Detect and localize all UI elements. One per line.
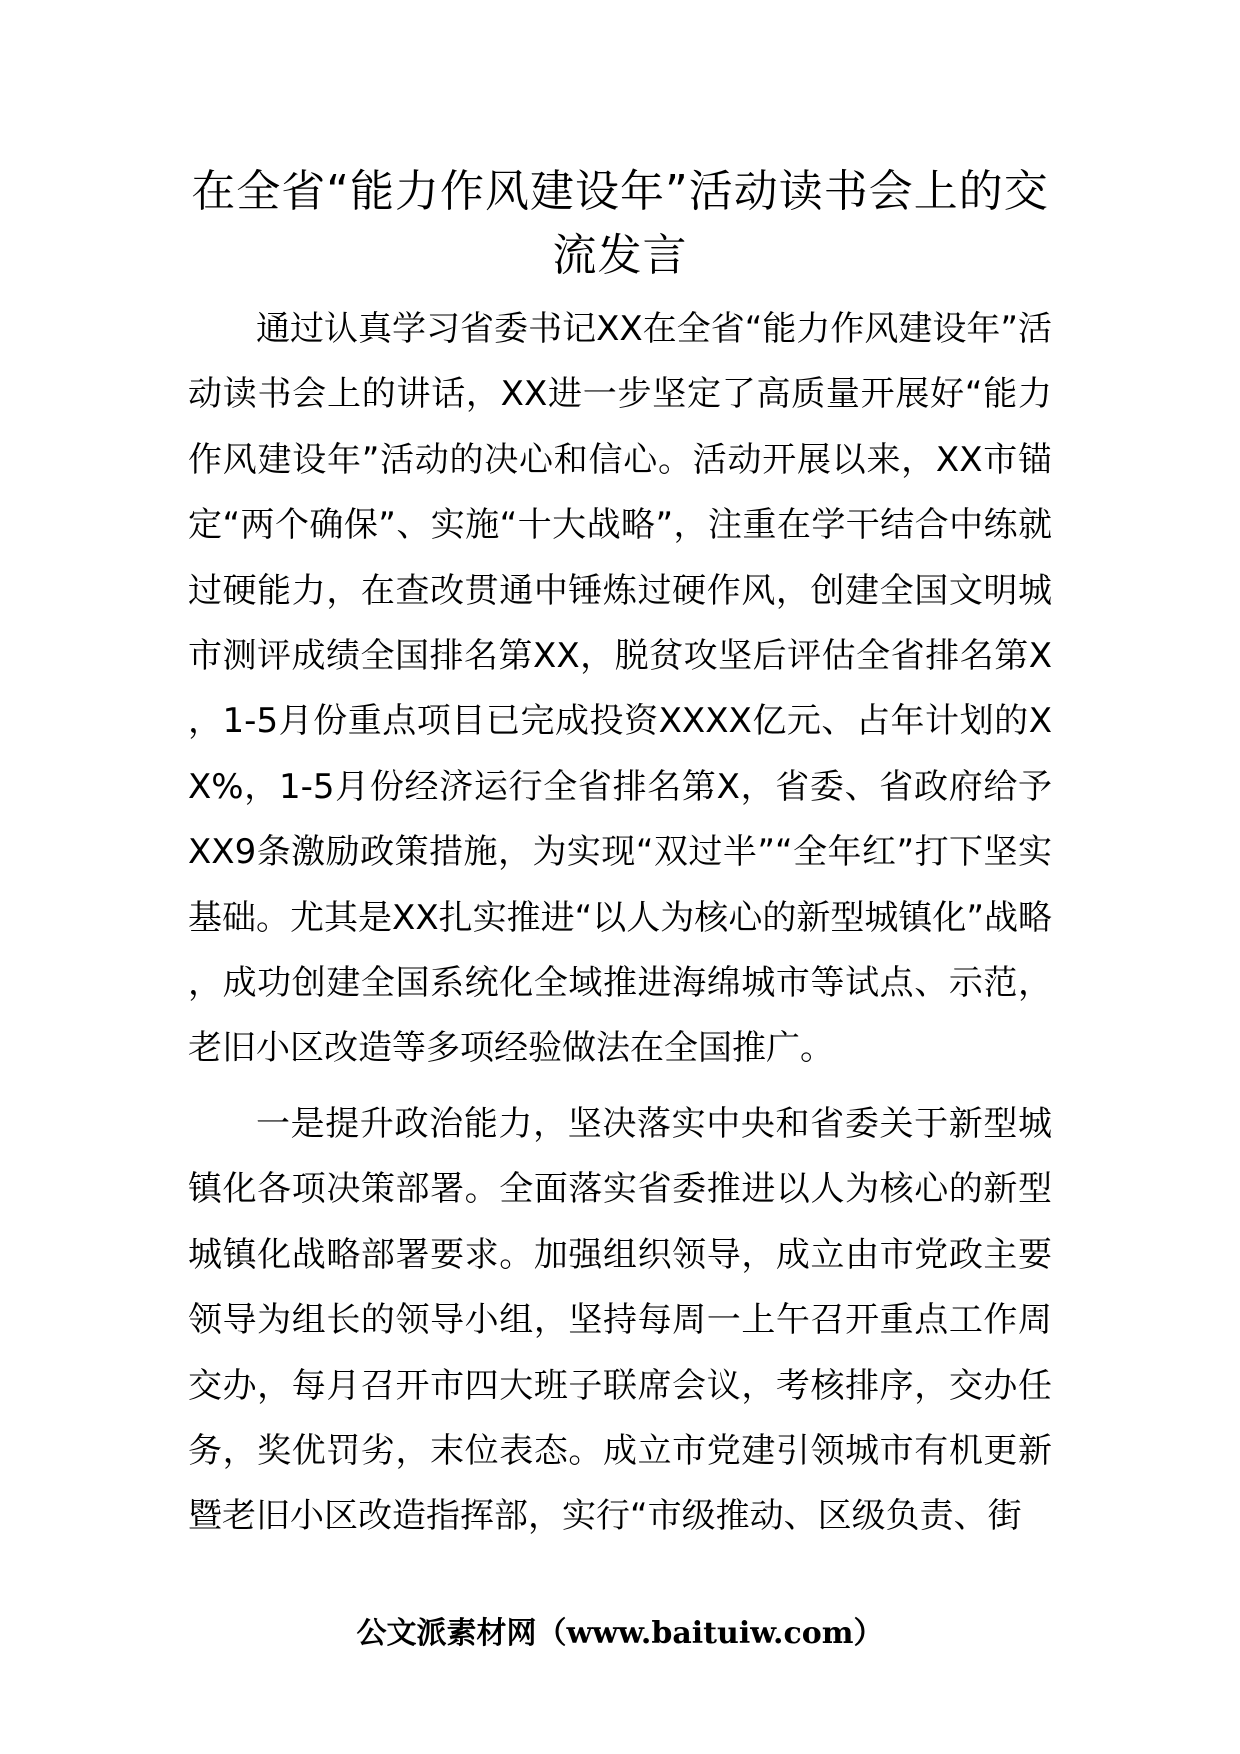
document-title: 在全省“能力作风建设年”活动读书会上的交流发言 bbox=[191, 166, 1049, 281]
footer-watermark: 公文派素材网（www.baituiw.com） bbox=[356, 1616, 884, 1651]
paragraph-political-capacity: 一是提升政治能力，坚决落实中央和省委关于新型城镇化各项决策部署。全面落实省委推进以人为核心的新型城镇化战略部署要求。加强组织领导，成立由市党政主要领导为组长的领导小组，坚持每周一上午召开重点工作周交办，每月召开市四大班子联席会议，考核排序，交办任务，奖优罚劣，末位表态。成立市党建引领城市有机更新暨老旧小区改造指挥部，实行“市级推动、区级负责、街 bbox=[188, 1103, 1052, 1537]
document-body bbox=[188, 297, 1052, 1550]
paragraph-intro: 通过认真学习省委书记XX在全省“能力作风建设年”活动读书会上的讲话，XX进一步坚定了高质量开展好“能力作风建设年”活动的决心和信心。活动开展以来，XX市锚定“两个确保”、实施“十大战略”，注重在学干结合中练就过硬能力，在查改贯通中锤炼过硬作风，创建全国文明城市测评成绩全国排名第XX，脱贫攻坚后评估全省排名第X，1-5月份重点项目已完成投资XXXX亿元、占年计划的XX%，1-5月份经济运行全省排名第X，省委、省政府给予XX9条激励政策措施，为实现“双过半”“全年红”打下坚实基础。尤其是XX扎实推进“以人为核心的新型城镇化”战略，成功创建全国系统化全域推进海绵城市等试点、示范，老旧小区改造等多项经验做法在全国推广。 bbox=[188, 309, 1052, 1069]
